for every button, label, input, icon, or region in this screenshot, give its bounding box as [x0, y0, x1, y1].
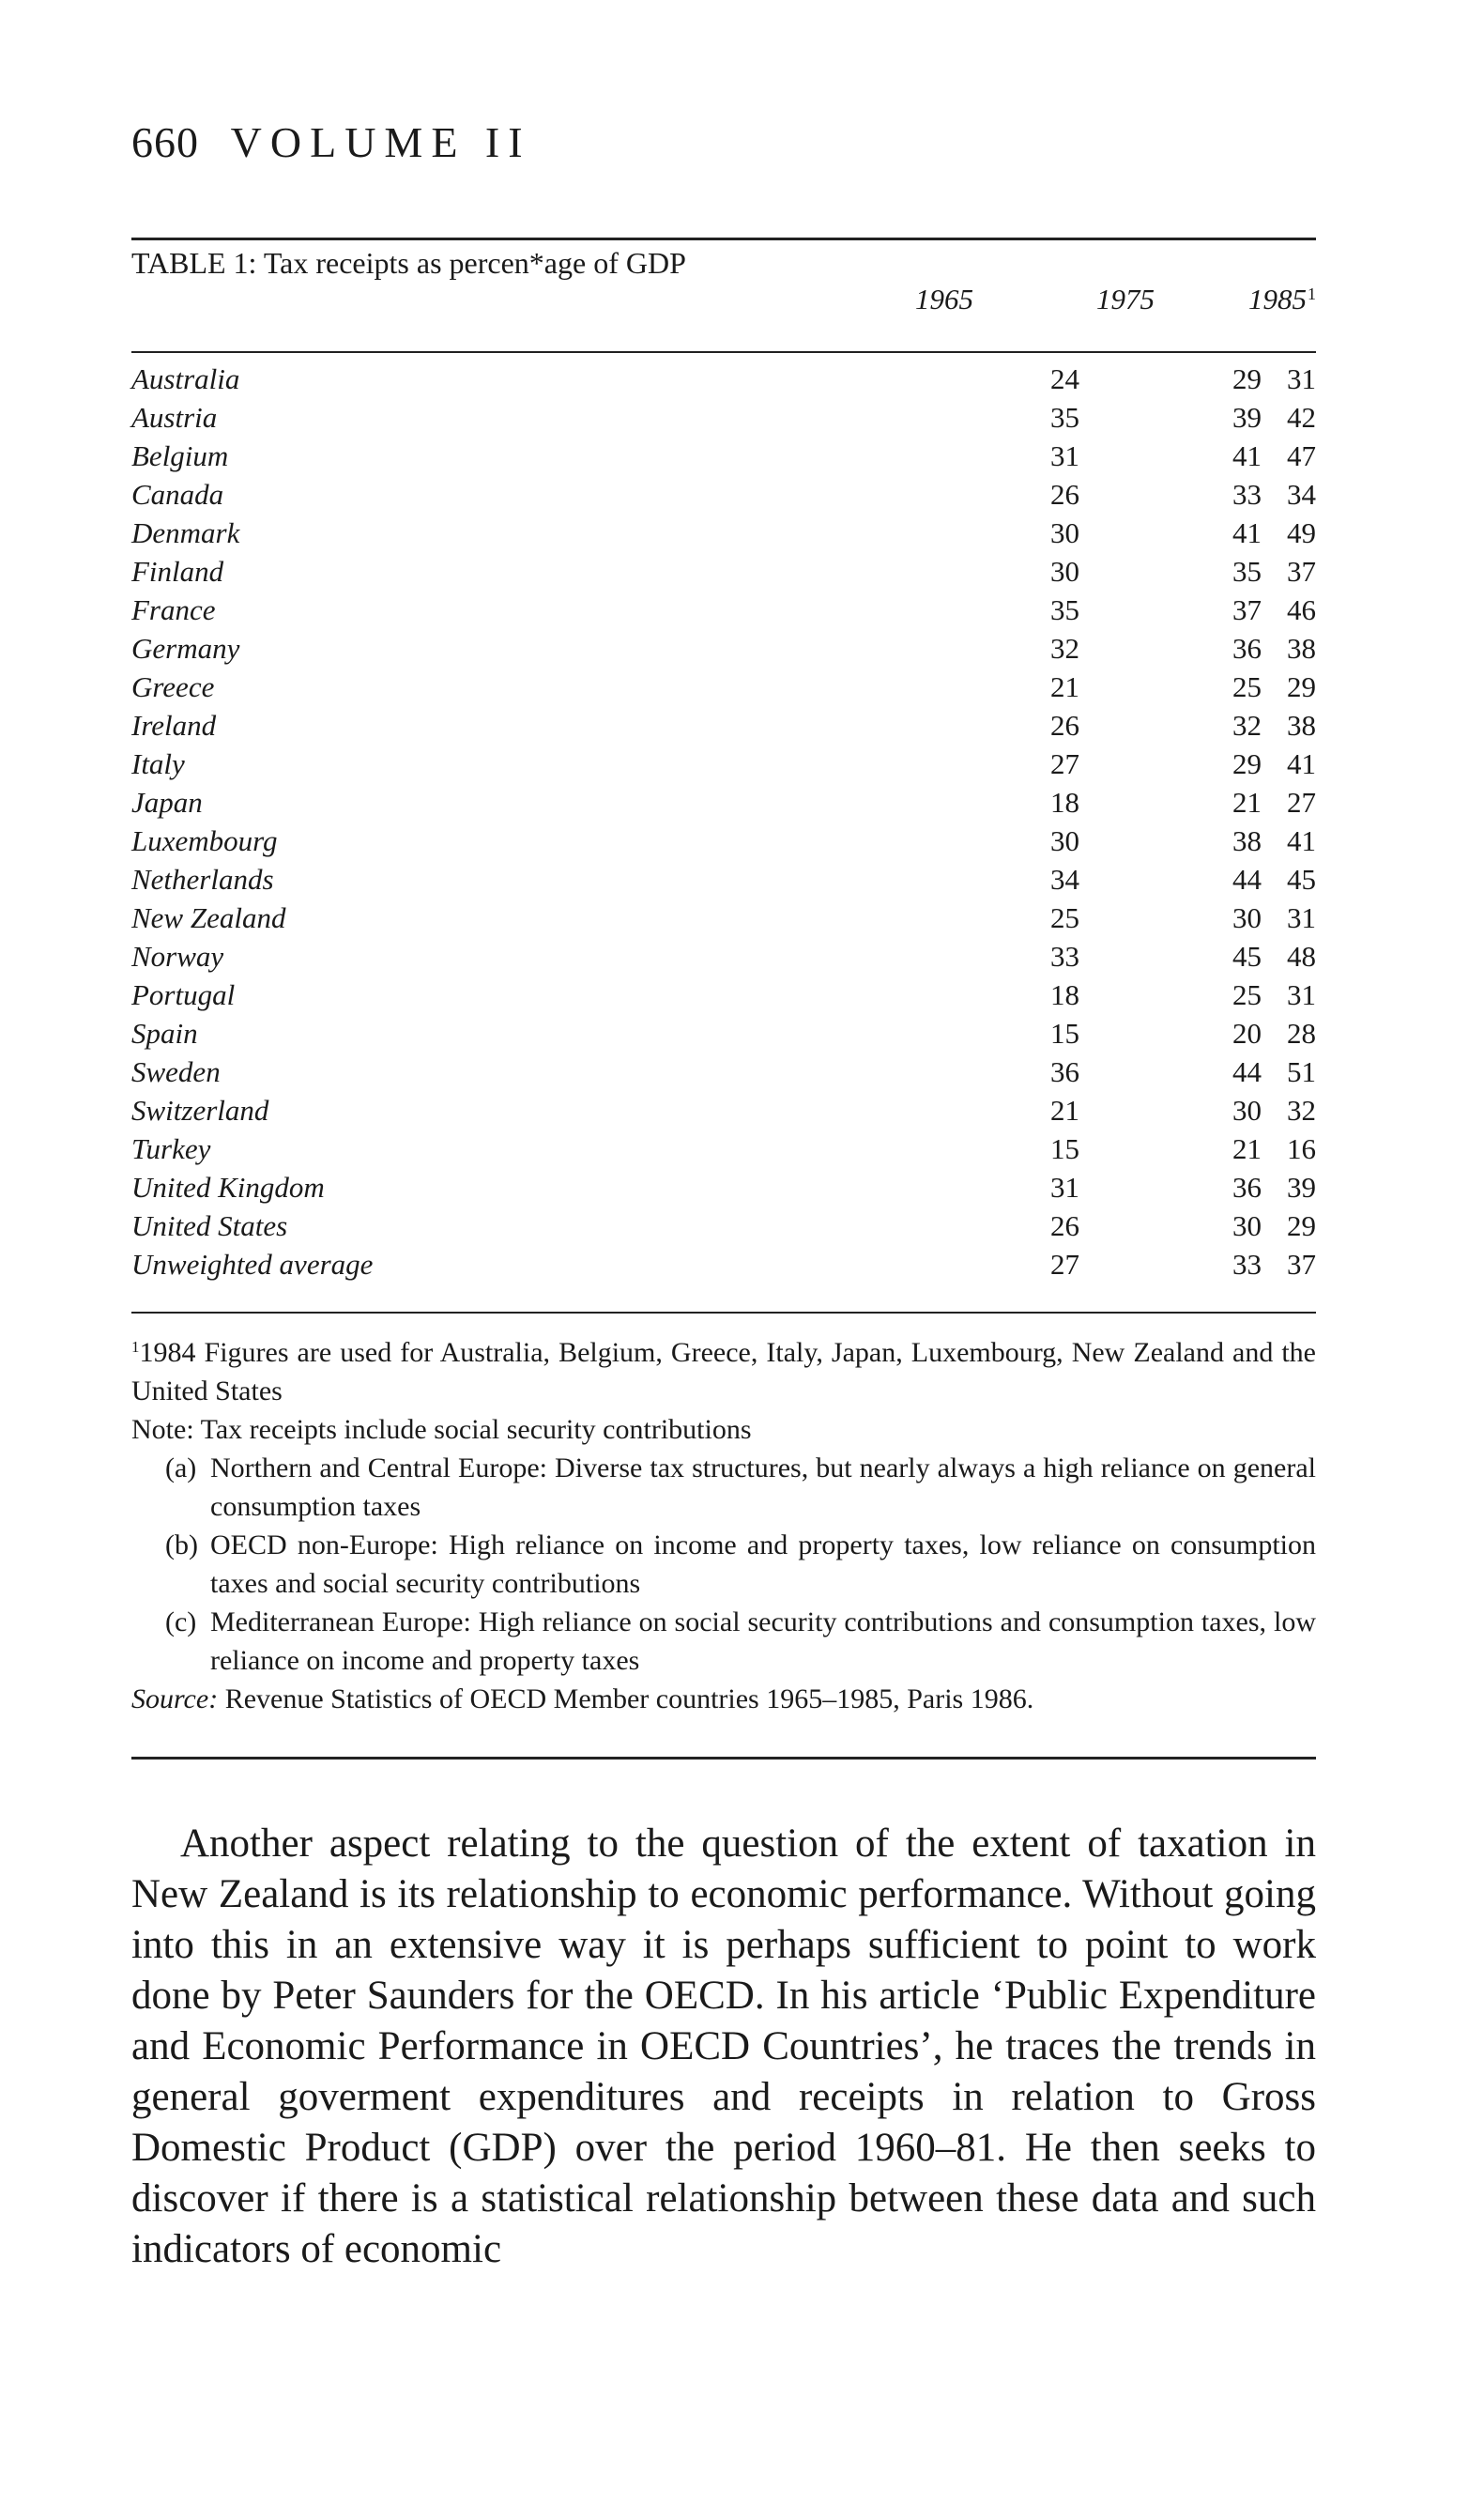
table-row: [131, 632, 1316, 670]
table-row: [131, 593, 1316, 632]
country-cell: Austria: [131, 401, 218, 434]
country-cell: Ireland: [131, 709, 217, 742]
column-header-1985: [1203, 283, 1316, 316]
value-cell-1965: 27: [1050, 747, 1079, 780]
value-cell-1965: 30: [1050, 516, 1079, 549]
value-cell-1965: 18: [1050, 786, 1079, 819]
table-caption: TABLE 1: Tax receipts as percen*age of GDP: [131, 246, 686, 280]
value-cell-1965: 26: [1050, 478, 1079, 511]
value-cell-1985: 37: [1287, 555, 1316, 588]
value-cell-1975: 38: [1232, 824, 1262, 857]
table-top-rule: [131, 238, 1316, 240]
table-row: [131, 516, 1316, 555]
table-row: [131, 940, 1316, 978]
table-row: [131, 401, 1316, 439]
source-label: Source:: [131, 1683, 219, 1714]
column-header-1975: 1975: [1096, 283, 1155, 315]
note-item-label: (b): [165, 1529, 198, 1560]
value-cell-1975: 45: [1232, 940, 1262, 973]
table-row: [131, 1017, 1316, 1055]
country-cell: Italy: [131, 747, 185, 780]
value-cell-1985: 48: [1287, 940, 1316, 973]
value-cell-1965: 36: [1050, 1055, 1079, 1088]
footnote: [131, 1328, 1316, 1410]
value-cell-1975: 41: [1232, 439, 1262, 472]
value-cell-1985: 31: [1287, 901, 1316, 934]
notes-bottom-rule: [131, 1757, 1316, 1760]
value-cell-1975: 30: [1232, 1209, 1262, 1242]
running-head: [131, 117, 531, 167]
value-cell-1975: 30: [1232, 1094, 1262, 1127]
value-cell-1985: 49: [1287, 516, 1316, 549]
value-cell-1975: 39: [1232, 401, 1262, 434]
value-cell-1975: 33: [1232, 478, 1262, 511]
table-row: [131, 555, 1316, 593]
value-cell-1985: 29: [1287, 670, 1316, 703]
value-cell-1965: 18: [1050, 978, 1079, 1011]
value-cell-1965: 26: [1050, 1209, 1079, 1242]
value-cell-1965: 21: [1050, 670, 1079, 703]
country-cell: Finland: [131, 555, 224, 588]
value-cell-1965: 31: [1050, 1171, 1079, 1204]
country-cell: Unweighted average: [131, 1248, 374, 1281]
value-cell-1965: 15: [1050, 1132, 1079, 1165]
value-cell-1985: 41: [1287, 824, 1316, 857]
value-cell-1985: 38: [1287, 632, 1316, 665]
value-cell-1975: 41: [1232, 516, 1262, 549]
table-bottom-rule: [131, 1312, 1316, 1314]
country-cell: Portugal: [131, 978, 236, 1011]
value-cell-1985: 42: [1287, 401, 1316, 434]
table-row: [131, 439, 1316, 478]
value-cell-1985: 38: [1287, 709, 1316, 742]
value-cell-1985: 28: [1287, 1017, 1316, 1050]
country-cell: Japan: [131, 786, 203, 819]
table-row: [131, 786, 1316, 824]
value-cell-1965: 15: [1050, 1017, 1079, 1050]
table-row: [131, 670, 1316, 709]
value-cell-1975: 29: [1232, 747, 1262, 780]
note-item-label: (c): [165, 1606, 197, 1637]
value-cell-1985: 45: [1287, 863, 1316, 896]
country-cell: Germany: [131, 632, 240, 665]
value-cell-1965: 21: [1050, 1094, 1079, 1127]
table-row: [131, 1055, 1316, 1094]
value-cell-1975: 36: [1232, 1171, 1262, 1204]
country-cell: Australia: [131, 362, 240, 395]
body-text: [131, 1819, 1316, 2275]
footnote-mark: 1: [131, 1338, 140, 1356]
value-cell-1975: 35: [1232, 555, 1262, 588]
value-cell-1975: 20: [1232, 1017, 1262, 1050]
value-cell-1965: 35: [1050, 593, 1079, 626]
country-cell: Netherlands: [131, 863, 274, 896]
table-row: [131, 1248, 1316, 1286]
value-cell-1965: 27: [1050, 1248, 1079, 1281]
table-row: [131, 1094, 1316, 1132]
source-text: Revenue Statistics of OECD Member countries 1965–1985, Paris 1986.: [224, 1683, 1034, 1714]
value-cell-1975: 44: [1232, 1055, 1262, 1088]
value-cell-1985: 31: [1287, 978, 1316, 1011]
column-header-1985-label: 1985: [1248, 283, 1307, 315]
value-cell-1985: 41: [1287, 747, 1316, 780]
value-cell-1985: 47: [1287, 439, 1316, 472]
table-row: [131, 824, 1316, 863]
value-cell-1965: 33: [1050, 940, 1079, 973]
table-header-rule: [131, 351, 1316, 353]
value-cell-1965: 26: [1050, 709, 1079, 742]
table-row: [131, 1209, 1316, 1248]
value-cell-1985: 46: [1287, 593, 1316, 626]
country-cell: Greece: [131, 670, 215, 703]
note-item-text: Mediterranean Europe: High reliance on social security contributions and consumption taxes, low reliance on income and property taxes: [210, 1606, 1316, 1676]
body-paragraph: Another aspect relating to the question of the extent of taxation in New Zealand is its relationship to economic performance. Without going into this in an extensive way it is perhaps sufficient to point to work done by Peter Saunders for the OECD. In his article ‘Public Expenditure and Economic Performance in OECD Countries’, he traces the trends in general goverment expenditures and receipts in relation to Gross Domestic Product (GDP) over the period 1960–81. He then seeks to discover if there is a statistical relationship between these data and such indicators of economic: [131, 1821, 1316, 2271]
table-row: [131, 1132, 1316, 1171]
note-item-text: OECD non-Europe: High reliance on income and property taxes, low reliance on consumption taxes and social security contributions: [210, 1529, 1316, 1599]
table-row: [131, 978, 1316, 1017]
value-cell-1985: 51: [1287, 1055, 1316, 1088]
country-cell: United States: [131, 1209, 288, 1242]
value-cell-1965: 30: [1050, 824, 1079, 857]
value-cell-1975: 37: [1232, 593, 1262, 626]
country-cell: France: [131, 593, 216, 626]
value-cell-1975: 25: [1232, 670, 1262, 703]
value-cell-1985: 16: [1287, 1132, 1316, 1165]
note-item-b: [131, 1526, 1316, 1603]
column-footnote-mark: 1: [1308, 284, 1316, 303]
value-cell-1975: 33: [1232, 1248, 1262, 1281]
table-row: [131, 901, 1316, 940]
country-cell: United Kingdom: [131, 1171, 325, 1204]
value-cell-1965: 35: [1050, 401, 1079, 434]
table-row: [131, 863, 1316, 901]
value-cell-1965: 30: [1050, 555, 1079, 588]
value-cell-1985: 29: [1287, 1209, 1316, 1242]
country-cell: Norway: [131, 940, 224, 973]
table-row: [131, 478, 1316, 516]
value-cell-1975: 30: [1232, 901, 1262, 934]
note-item-c: [131, 1603, 1316, 1680]
value-cell-1975: 29: [1232, 362, 1262, 395]
column-header-1965: 1965: [915, 283, 973, 315]
note-line: Note: Tax receipts include social security contributions: [131, 1414, 752, 1445]
table-row: [131, 1171, 1316, 1209]
value-cell-1975: 25: [1232, 978, 1262, 1011]
source-line: [131, 1680, 1316, 1718]
value-cell-1975: 21: [1232, 1132, 1262, 1165]
value-cell-1985: 32: [1287, 1094, 1316, 1127]
country-cell: Belgium: [131, 439, 229, 472]
country-cell: Switzerland: [131, 1094, 269, 1127]
value-cell-1965: 24: [1050, 362, 1079, 395]
table-body: [131, 362, 1316, 1286]
country-cell: Canada: [131, 478, 224, 511]
value-cell-1985: 34: [1287, 478, 1316, 511]
country-cell: Sweden: [131, 1055, 221, 1088]
table-notes: [131, 1328, 1316, 1718]
country-cell: Spain: [131, 1017, 198, 1050]
table-row: [131, 747, 1316, 786]
value-cell-1965: 32: [1050, 632, 1079, 665]
value-cell-1965: 31: [1050, 439, 1079, 472]
volume-label: VOLUME II: [230, 118, 531, 166]
value-cell-1975: 44: [1232, 863, 1262, 896]
country-cell: Turkey: [131, 1132, 211, 1165]
value-cell-1975: 32: [1232, 709, 1262, 742]
country-cell: Denmark: [131, 516, 240, 549]
value-cell-1985: 31: [1287, 362, 1316, 395]
value-cell-1975: 36: [1232, 632, 1262, 665]
note-item-label: (a): [165, 1452, 197, 1483]
country-cell: New Zealand: [131, 901, 286, 934]
note-item-text: Northern and Central Europe: Diverse tax structures, but nearly always a high reliance on general consumption taxes: [210, 1452, 1316, 1522]
value-cell-1985: 37: [1287, 1248, 1316, 1281]
value-cell-1975: 21: [1232, 786, 1262, 819]
footnote-text: 1984 Figures are used for Australia, Belgium, Greece, Italy, Japan, Luxembourg, New Zealand and the United States: [131, 1337, 1316, 1406]
value-cell-1965: 25: [1050, 901, 1079, 934]
country-cell: Luxembourg: [131, 824, 278, 857]
value-cell-1985: 27: [1287, 786, 1316, 819]
page-number: 660: [131, 118, 199, 166]
note-item-a: [131, 1449, 1316, 1526]
value-cell-1965: 34: [1050, 863, 1079, 896]
table-row: [131, 362, 1316, 401]
table-row: [131, 709, 1316, 747]
value-cell-1985: 39: [1287, 1171, 1316, 1204]
